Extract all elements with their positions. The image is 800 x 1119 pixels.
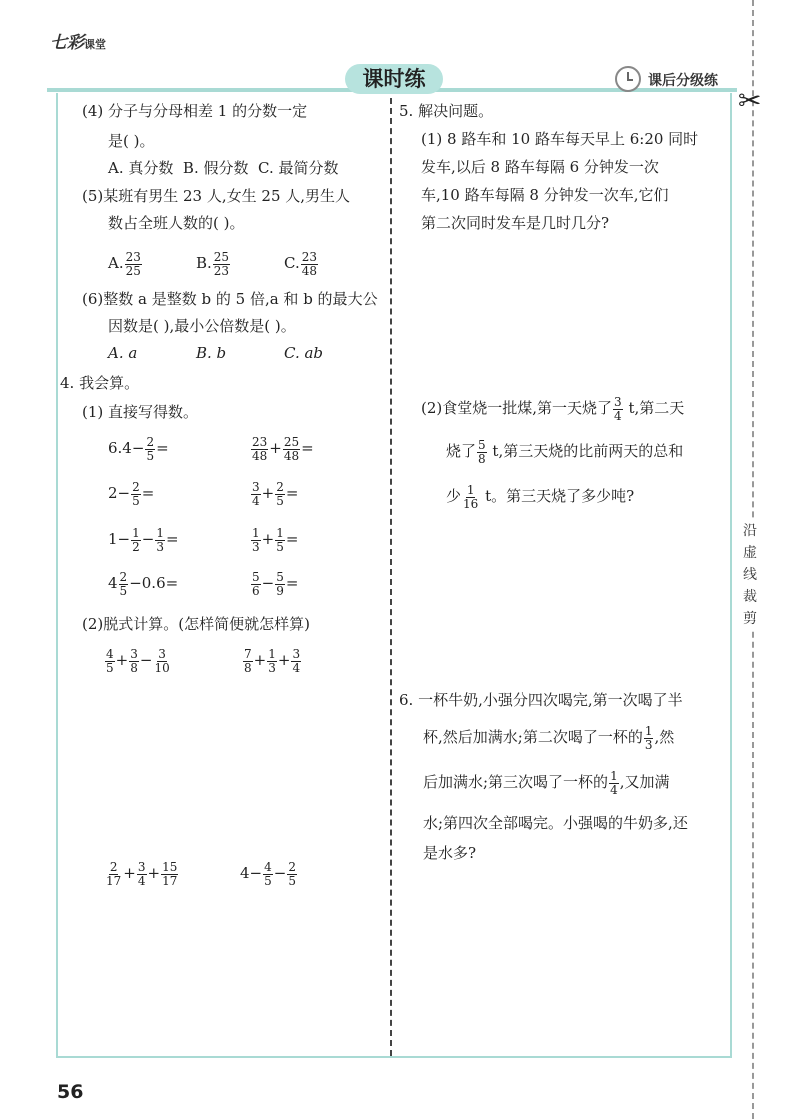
q6-line2: 杯,然后加满水;第二次喝了一杯的 $\frac{1}{3}$ ,然	[423, 723, 675, 752]
option-b: B. b	[196, 344, 227, 362]
q3-5-options: A. $\frac{23}{25}$ B. $\frac{25}{23}$ C. $\frac{23}{48}$	[108, 249, 317, 278]
calc-4: 4− $\frac{4}{5}$ − $\frac{2}{5}$	[240, 859, 296, 888]
fraction: $\frac{25}{23}$	[213, 249, 230, 278]
option-c: C. 最简分数	[258, 159, 339, 177]
calc-1: $\frac{4}{5}$ + $\frac{3}{8}$ − $\frac{3}{10}$	[106, 646, 170, 675]
option-b: B. 假分数	[182, 159, 249, 177]
page-number: 56	[57, 1081, 84, 1103]
cut-instruction: 沿 虚 线 裁 剪	[742, 520, 758, 630]
section-level: 课后分级练	[648, 73, 718, 89]
clock-icon	[615, 66, 641, 92]
expr-2: $\frac{23}{48}$ + $\frac{25}{48}$ =	[252, 434, 314, 463]
q3-5-line1: (5)某班有男生 23 人,女生 25 人,男生人	[82, 187, 351, 205]
option-c: C. ab	[284, 344, 324, 362]
option-a: A. 真分数	[108, 159, 174, 177]
q6-line3: 后加满水;第三次喝了一杯的 $\frac{1}{4}$ ,又加满	[423, 768, 670, 797]
q6-line4: 水;第四次全部喝完。小强喝的牛奶多,还	[423, 814, 688, 832]
expr-4: $\frac{3}{4}$ + $\frac{2}{5}$ =	[252, 479, 299, 508]
scissors-icon: ✂	[738, 84, 762, 117]
q3-4-line2: 是( )。	[108, 132, 155, 150]
q3-5-line2: 数占全班人数的( )。	[108, 214, 245, 232]
q4-title: 4. 我会算。	[60, 374, 140, 392]
expr-8: $\frac{5}{6}$ − $\frac{5}{9}$ =	[252, 569, 299, 598]
q4-sub1: (1) 直接写得数。	[82, 403, 199, 421]
fraction: $\frac{23}{48}$	[301, 249, 317, 278]
fraction: $\frac{23}{25}$	[125, 249, 141, 278]
q3-6-options	[108, 343, 372, 363]
expr-1: 6.4− $\frac{2}{5}$ =	[108, 434, 169, 463]
page-title: 课时练	[345, 64, 443, 94]
q5-1-line1: (1) 8 路车和 10 路车每天早上 6:20 同时	[421, 130, 699, 148]
brand-logo: 七彩课堂	[50, 33, 106, 53]
column-divider	[390, 98, 392, 1056]
q5-2-line2: 烧了 $\frac{5}{8}$ t,第三天烧的比前两天的总和	[446, 437, 684, 466]
option-a: A. a	[108, 344, 138, 362]
q6-line1: 6. 一杯牛奶,小强分四次喝完,第一次喝了半	[399, 691, 683, 709]
q3-6-line2: 因数是( ),最小公倍数是( )。	[108, 317, 296, 335]
q5-2-line3: 少 $\frac{1}{16}$ t。第三天烧了多少吨?	[446, 482, 635, 511]
q6-line5: 是水多?	[423, 844, 477, 862]
q5-1-line3: 车,10 路车每隔 8 分钟发一次车,它们	[421, 186, 669, 204]
q5-title: 5. 解决问题。	[399, 102, 494, 120]
q3-6-line1: (6)整数 a 是整数 b 的 5 倍,a 和 b 的最大公	[82, 290, 378, 308]
expr-3: 2− $\frac{2}{5}$ =	[108, 479, 155, 508]
q5-1-line4: 第二次同时发车是几时几分?	[421, 214, 610, 232]
expr-6: $\frac{1}{3}$ + $\frac{1}{5}$ =	[252, 525, 299, 554]
expr-7: 4 $\frac{2}{5}$ −0.6=	[108, 569, 179, 598]
q3-4-line1: (4) 分子与分母相差 1 的分数一定	[82, 102, 308, 120]
q4-sub2: (2)脱式计算。(怎样简便就怎样算)	[82, 615, 310, 633]
calc-2: $\frac{7}{8}$ + $\frac{1}{3}$ + $\frac{3}{4}$	[244, 646, 301, 675]
q5-2-line1: (2)食堂烧一批煤,第一天烧了 $\frac{3}{4}$ t,第二天	[421, 394, 685, 423]
calc-3: $\frac{2}{17}$ + $\frac{3}{4}$ + $\frac{15}{17}$	[106, 859, 178, 888]
q5-1-line2: 发车,以后 8 路车每隔 6 分钟发一次	[421, 158, 659, 176]
q3-4-options	[108, 158, 339, 178]
expr-5: 1− $\frac{1}{2}$ − $\frac{1}{3}$ =	[108, 525, 179, 554]
